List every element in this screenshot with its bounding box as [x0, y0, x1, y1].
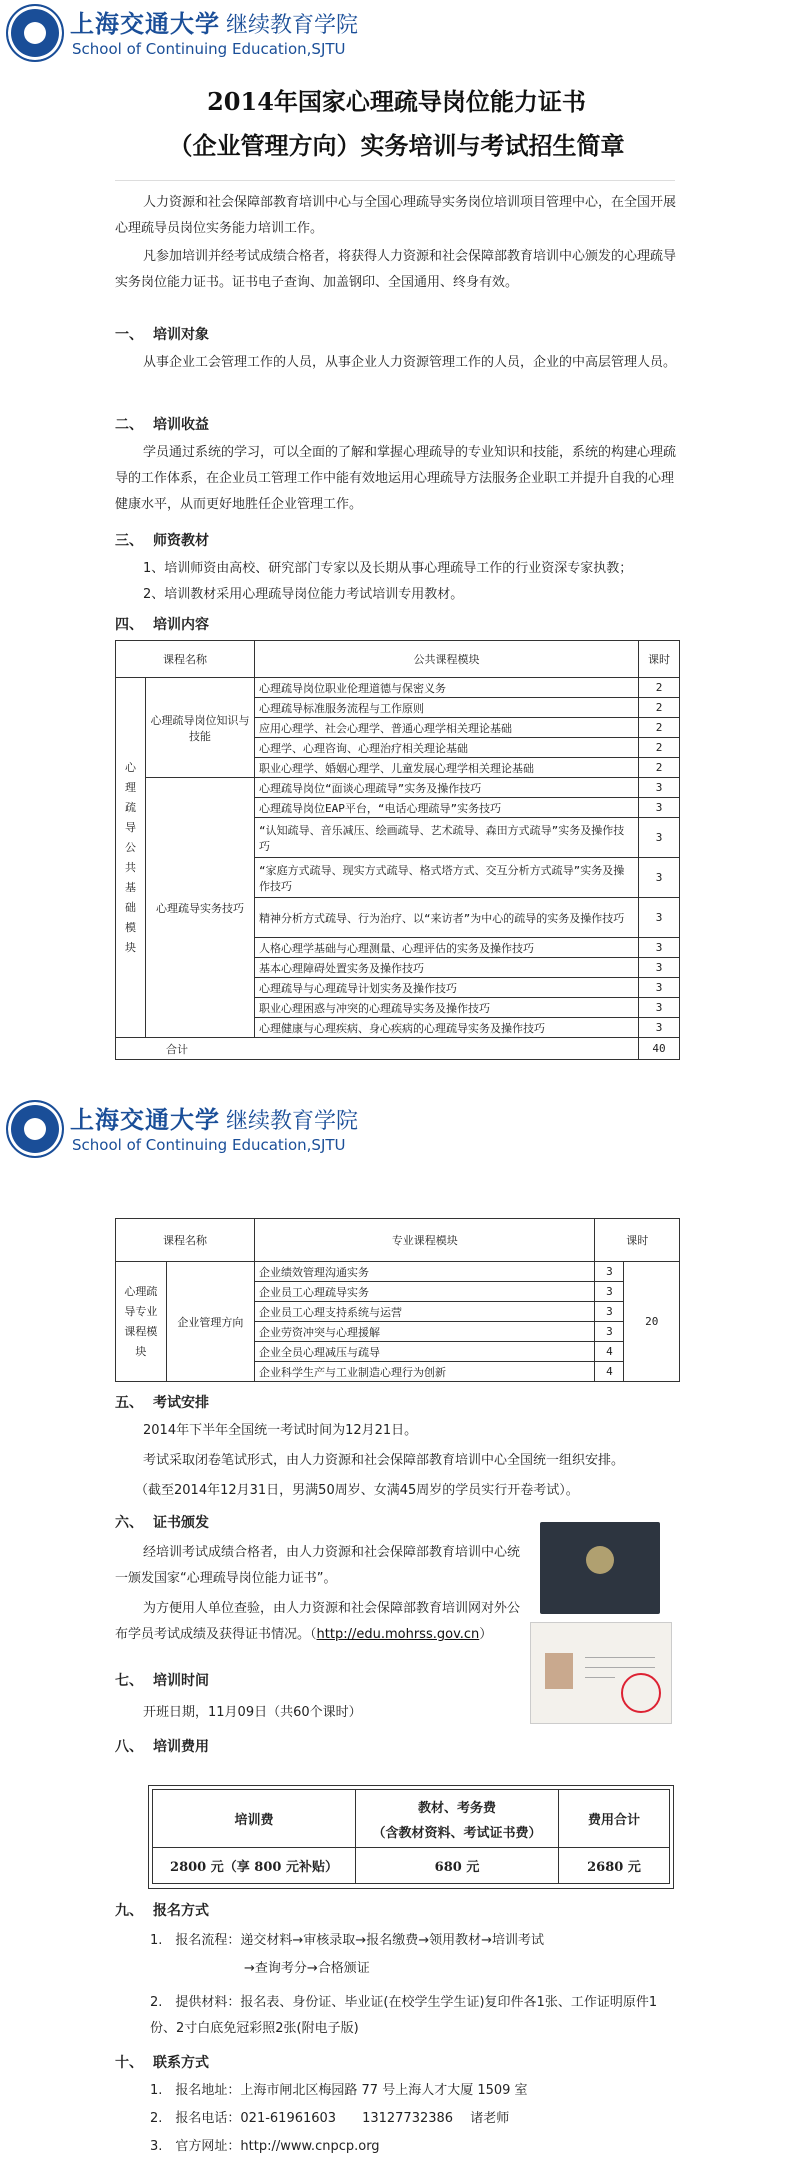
fee-table [152, 1789, 670, 1884]
table-row [116, 1262, 680, 1282]
table-header-course-name: 课程名称 [116, 641, 255, 678]
course-hours: 3 [595, 1302, 624, 1322]
certificate-cover-image [540, 1522, 660, 1614]
table-header-hours: 课时 [639, 641, 680, 678]
section-3-item-1: 1、培训师资由高校、研究部门专家以及长期从事心理疏导工作的行业资深专家执教； [143, 561, 633, 576]
course-name: 应用心理学、社会心理学、普通心理学相关理论基础 [255, 718, 639, 738]
module-group-label: 心理疏导公共基础模块 [116, 678, 146, 1038]
course-hours: 3 [595, 1322, 624, 1342]
course-name: 企业科学生产与工业制造心理行为创新 [255, 1362, 595, 1382]
course-hours: 3 [639, 818, 680, 858]
course-name: 心理疏导岗位“面谈心理疏导”实务及操作技巧 [255, 778, 639, 798]
section-3-item-2: 2、培训教材采用心理疏导岗位能力考试培训专用教材。 [143, 587, 464, 602]
course-hours: 2 [639, 698, 680, 718]
course-hours: 3 [595, 1282, 624, 1302]
course-name: “认知疏导、音乐减压、绘画疏导、艺术疏导、森田方式疏导”实务及操作技巧 [255, 818, 639, 858]
section-heading-7: 七、 培训时间 [115, 1673, 209, 1689]
course-name: 心理疏导岗位职业伦理道德与保密义务 [255, 678, 639, 698]
fee-materials-value: 680 元 [356, 1848, 559, 1884]
course-hours: 2 [639, 758, 680, 778]
university-seal-icon [6, 4, 64, 62]
course-hours: 4 [595, 1362, 624, 1382]
registration-materials: 2. 提供材料：报名表、身份证、毕业证(在校学生学生证)复印件各1张、工作证明原件1份、2寸白底免冠彩照2张(附电子版) [150, 1995, 658, 2036]
section-heading-6: 六、 证书颁发 [115, 1515, 209, 1531]
course-name: “家庭方式疏导、现实方式疏导、格式塔方式、交互分析方式疏导”实务及操作技巧 [255, 858, 639, 898]
divider [115, 180, 675, 181]
course-hours: 2 [639, 678, 680, 698]
course-hours: 3 [639, 798, 680, 818]
module-group-label: 心理疏导专业课程模块 [116, 1262, 167, 1382]
course-name: 人格心理学基础与心理测量、心理评估的实务及操作技巧 [255, 938, 639, 958]
section-heading-9: 九、 报名方式 [115, 1903, 209, 1919]
course-name: 基本心理障碍处置实务及操作技巧 [255, 958, 639, 978]
document-title-line2: （企业管理方向）实务培训与考试招生简章 [168, 131, 625, 160]
section-2-text: 学员通过系统的学习，可以全面的了解和掌握心理疏导的专业知识和技能，系统的构建心理疏导的工作体系，在企业员工管理工作中能有效地运用心理疏导方法服务企业职工并提升自我的心理健康水平，从而更好地胜任企业管理工作。 [115, 445, 677, 512]
course-name: 企业劳资冲突与心理援解 [255, 1322, 595, 1342]
course-hours: 2 [639, 718, 680, 738]
course-hours: 3 [639, 998, 680, 1018]
course-hours: 3 [639, 858, 680, 898]
course-hours: 3 [639, 958, 680, 978]
university-name: 上海交通大学 继续教育学院 [70, 1105, 359, 1134]
university-seal-icon [6, 1100, 64, 1158]
national-emblem-icon [586, 1546, 614, 1574]
intro-paragraph-1: 人力资源和社会保障部教育培训中心与全国心理疏导实务岗位培训项目管理中心，在全国开展心理疏导员岗位实务能力培训工作。 [115, 195, 677, 236]
page-header [0, 0, 793, 64]
module-total-hours: 20 [624, 1262, 680, 1382]
table-header-hours: 课时 [595, 1219, 680, 1262]
school-name-en: School of Continuing Education,SJTU [72, 40, 346, 58]
fee-header-total: 费用合计 [559, 1790, 670, 1848]
submodule-label: 心理疏导岗位知识与技能 [146, 678, 255, 778]
course-name: 心理健康与心理疾病、身心疾病的心理疏导实务及操作技巧 [255, 1018, 639, 1038]
course-name: 职业心理困惑与冲突的心理疏导实务及操作技巧 [255, 998, 639, 1018]
total-hours: 40 [639, 1038, 680, 1060]
course-name: 企业员工心理疏导实务 [255, 1282, 595, 1302]
professional-course-table [115, 1218, 680, 1382]
certificate-issue-text: 经培训考试成绩合格者，由人力资源和社会保障部教育培训中心统一颁发国家“心理疏导岗位能力证书”。 [115, 1545, 521, 1586]
section-heading-8: 八、 培训费用 [115, 1739, 209, 1755]
course-name: 心理疏导标准服务流程与工作原则 [255, 698, 639, 718]
section-heading-1: 一、 培训对象 [115, 327, 209, 343]
course-hours: 3 [639, 978, 680, 998]
fee-header-materials: 教材、考务费 （含教材资料、考试证书费） [356, 1790, 559, 1848]
submodule-label: 心理疏导实务技巧 [146, 778, 255, 1038]
registration-process: 1. 报名流程：递交材料→审核录取→报名缴费→领用教材→培训考试 [150, 1933, 544, 1948]
course-hours: 3 [639, 778, 680, 798]
table-row [116, 678, 680, 698]
submodule-label: 企业管理方向 [166, 1262, 254, 1382]
table-header-course-name: 课程名称 [116, 1219, 255, 1262]
intro-paragraph-2: 凡参加培训并经考试成绩合格者，将获得人力资源和社会保障部教育培训中心颁发的心理疏导实务岗位能力证书。证书电子查询、加盖钢印、全国通用、终身有效。 [115, 249, 677, 290]
course-name: 心理疏导岗位EAP平台，“电话心理疏导”实务技巧 [255, 798, 639, 818]
course-name: 企业绩效管理沟通实务 [255, 1262, 595, 1282]
course-name: 心理学、心理咨询、心理治疗相关理论基础 [255, 738, 639, 758]
course-hours: 3 [639, 898, 680, 938]
mohrss-link[interactable]: http://edu.mohrss.gov.cn [316, 1627, 480, 1642]
course-hours: 3 [639, 1018, 680, 1038]
course-name: 企业员工心理支持系统与运营 [255, 1302, 595, 1322]
contact-address: 1. 报名地址：上海市闸北区梅园路 77 号上海人才大厦 1509 室 [150, 2083, 528, 2098]
course-hours: 2 [639, 738, 680, 758]
section-heading-3: 三、 师资教材 [115, 533, 209, 549]
course-hours: 3 [595, 1262, 624, 1282]
certificate-lookup-text: 为方便用人单位查验，由人力资源和社会保障部教育培训网对外公布学员考试成绩及获得证书情况。（http://edu.mohrss.gov.cn） [115, 1601, 521, 1642]
course-hours: 3 [639, 938, 680, 958]
section-heading-10: 十、 联系方式 [115, 2055, 209, 2071]
course-name: 职业心理学、婚姻心理学、儿童发展心理学相关理论基础 [255, 758, 639, 778]
school-name-en: School of Continuing Education,SJTU [72, 1136, 346, 1154]
university-name: 上海交通大学 继续教育学院 [70, 9, 359, 38]
total-label: 合计 [116, 1038, 639, 1060]
table-row [116, 778, 680, 798]
table-header-module: 专业课程模块 [255, 1219, 595, 1262]
section-heading-5: 五、 考试安排 [115, 1395, 209, 1411]
fee-training-value: 2800 元（享 800 元补贴） [153, 1848, 356, 1884]
document-title-line1: 2014年国家心理疏导岗位能力证书 [207, 87, 586, 116]
exam-note: （截至2014年12月31日，男满50周岁、女满45周岁的学员实行开卷考试）。 [135, 1483, 579, 1498]
course-name: 企业全员心理减压与疏导 [255, 1342, 595, 1362]
section-1-text: 从事企业工会管理工作的人员，从事企业人力资源管理工作的人员，企业的中高层管理人员。 [143, 355, 677, 370]
official-website: 3. 官方网址：http://www.cnpcp.org [150, 2139, 380, 2154]
section-heading-2: 二、 培训收益 [115, 417, 209, 433]
training-start-date: 开班日期，11月09日（共60个课时） [143, 1705, 362, 1720]
exam-format: 考试采取闭卷笔试形式，由人力资源和社会保障部教育培训中心全国统一组织安排。 [143, 1453, 625, 1468]
contact-phone: 2. 报名电话：021-61961603 13127732386 诸老师 [150, 2111, 510, 2126]
course-name: 心理疏导与心理疏导计划实务及操作技巧 [255, 978, 639, 998]
fee-header-training: 培训费 [153, 1790, 356, 1848]
fee-total-value: 2680 元 [559, 1848, 670, 1884]
page-header-repeat [0, 1096, 793, 1160]
table-header-module: 公共课程模块 [255, 641, 639, 678]
registration-process-continued: →查询考分→合格颁证 [244, 1961, 370, 1976]
course-name: 精神分析方式疏导、行为治疗、以“来访者”为中心的疏导的实务及操作技巧 [255, 898, 639, 938]
public-course-table [115, 640, 680, 1060]
section-heading-4: 四、 培训内容 [115, 617, 209, 633]
exam-date: 2014年下半年全国统一考试时间为12月21日。 [143, 1423, 418, 1438]
course-hours: 4 [595, 1342, 624, 1362]
portrait-photo-icon [545, 1653, 573, 1689]
